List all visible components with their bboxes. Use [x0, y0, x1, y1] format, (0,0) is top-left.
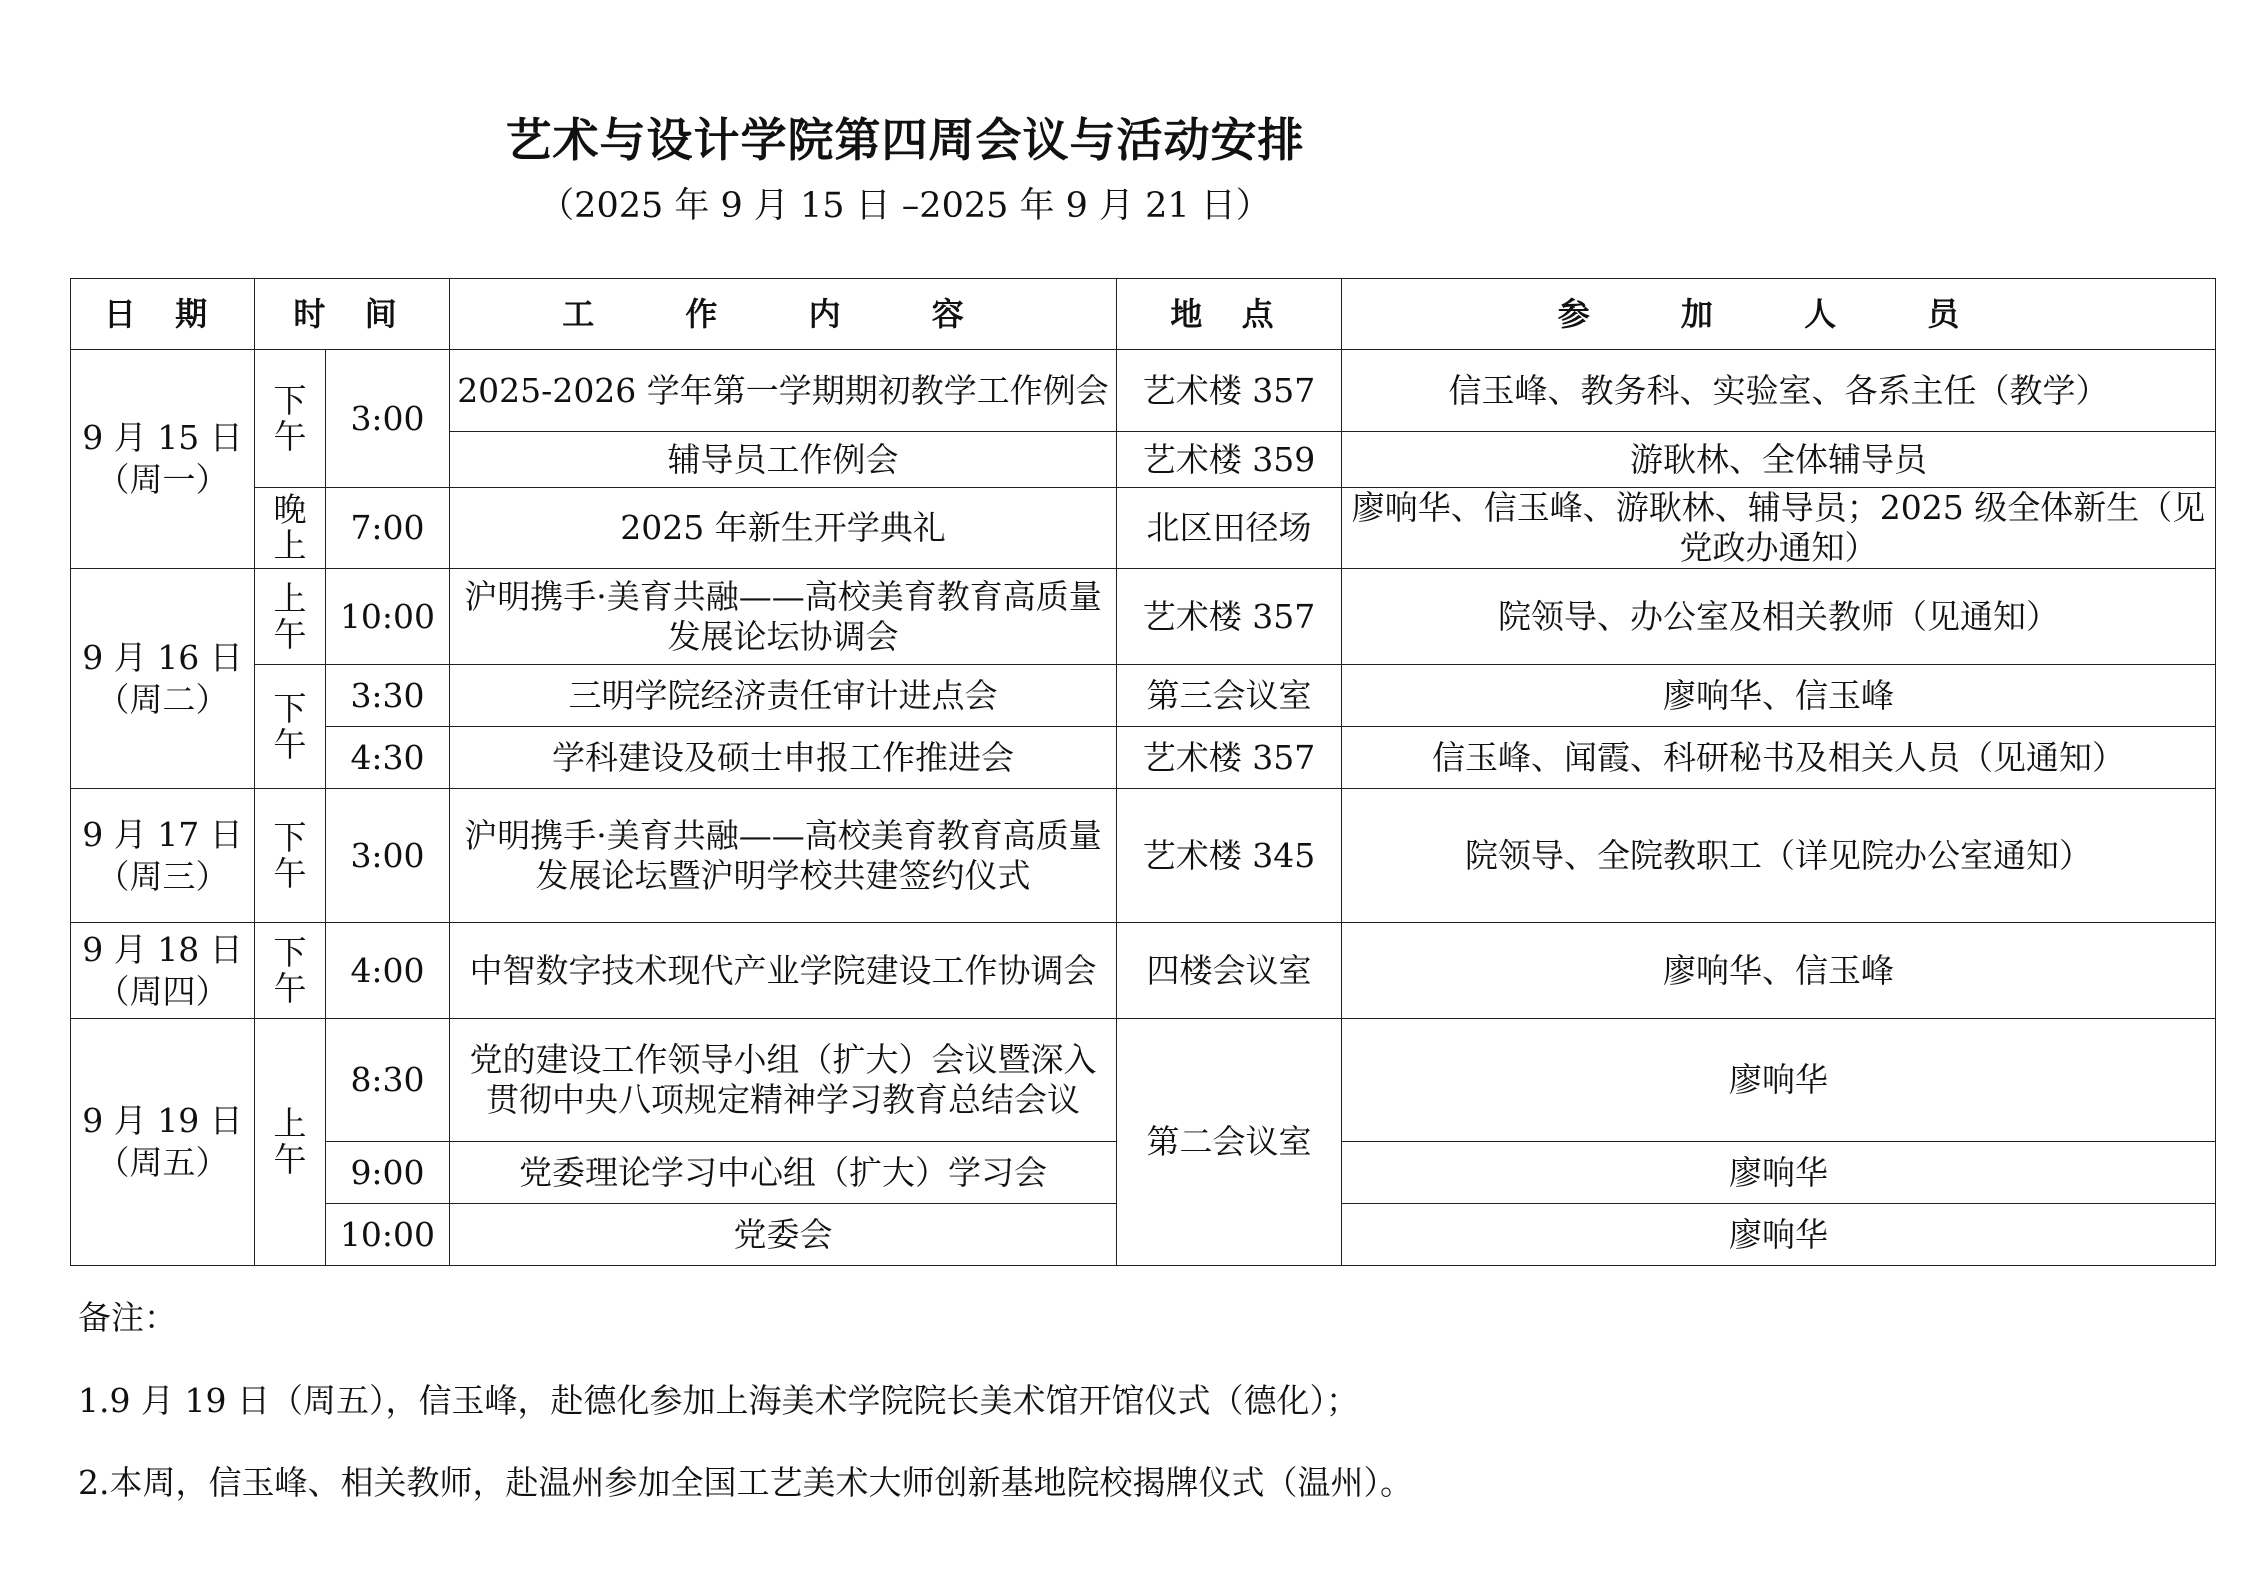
weekday-text: （周一） — [96, 460, 229, 499]
date-text: 9 月 16 日 — [82, 637, 243, 677]
content-cell: 三明学院经济责任审计进点会 — [450, 665, 1117, 727]
time-cell: 7:00 — [326, 488, 450, 569]
table-row — [71, 665, 2216, 727]
period-cell: 下午 — [255, 923, 326, 1019]
date-text: 9 月 18 日 — [82, 929, 243, 969]
note-item: 2.本周，信玉峰、相关教师，赴温州参加全国工艺美术大师创新基地院校揭牌仪式（温州）。 — [78, 1463, 1413, 1502]
content-cell: 中智数字技术现代产业学院建设工作协调会 — [450, 923, 1117, 1019]
table-row — [71, 1019, 2216, 1142]
weekday-text: （周二） — [96, 679, 229, 719]
participants-cell: 廖响华 — [1342, 1019, 2216, 1142]
time-cell: 3:00 — [326, 350, 450, 488]
table-row — [71, 488, 2216, 569]
header-location: 地 点 — [1117, 279, 1342, 350]
date-cell — [71, 350, 255, 569]
time-cell: 9:00 — [326, 1142, 450, 1204]
participants-cell: 廖响华、信玉峰、游耿林、辅导员；2025 级全体新生（见党政办通知） — [1342, 488, 2216, 569]
participants-cell: 廖响华 — [1342, 1142, 2216, 1204]
participants-cell: 院领导、全院教职工（详见院办公室通知） — [1342, 789, 2216, 923]
location-cell: 第三会议室 — [1117, 665, 1342, 727]
period-cell: 晚上 — [255, 488, 326, 569]
content-cell: 党委会 — [450, 1204, 1117, 1266]
time-cell: 10:00 — [326, 569, 450, 665]
document-title: 艺术与设计学院第四周会议与活动安排 — [505, 113, 1305, 167]
date-cell — [71, 1019, 255, 1266]
table-header-row — [71, 279, 2216, 350]
time-cell: 3:30 — [326, 665, 450, 727]
content-cell: 党的建设工作领导小组（扩大）会议暨深入贯彻中央八项规定精神学习教育总结会议 — [450, 1019, 1117, 1142]
weekday-text: （周五） — [96, 1143, 229, 1182]
location-cell: 艺术楼 357 — [1117, 727, 1342, 789]
header-date: 日 期 — [71, 279, 255, 350]
content-cell: 沪明携手·美育共融——高校美育教育高质量发展论坛暨沪明学校共建签约仪式 — [450, 789, 1117, 923]
time-cell: 10:00 — [326, 1204, 450, 1266]
period-cell: 下午 — [255, 665, 326, 789]
location-cell: 艺术楼 357 — [1117, 569, 1342, 665]
note-item: 1.9 月 19 日（周五），信玉峰，赴德化参加上海美术学院院长美术馆开馆仪式（德化）； — [78, 1381, 1359, 1420]
location-cell: 北区田径场 — [1117, 488, 1342, 569]
location-cell: 艺术楼 345 — [1117, 789, 1342, 923]
participants-cell: 廖响华、信玉峰 — [1342, 923, 2216, 1019]
participants-cell: 信玉峰、闻霞、科研秘书及相关人员（见通知） — [1342, 727, 2216, 789]
table-row — [71, 350, 2216, 432]
participants-cell: 院领导、办公室及相关教师（见通知） — [1342, 569, 2216, 665]
table-row — [71, 727, 2216, 789]
notes-label: 备注： — [78, 1298, 177, 1337]
table-row — [71, 923, 2216, 1019]
participants-cell: 廖响华 — [1342, 1204, 2216, 1266]
weekday-text: （周三） — [96, 856, 229, 896]
content-cell: 辅导员工作例会 — [450, 432, 1117, 488]
date-cell — [71, 789, 255, 923]
header-content: 工 作 内 容 — [450, 279, 1117, 350]
participants-cell: 廖响华、信玉峰 — [1342, 665, 2216, 727]
date-text: 9 月 17 日 — [82, 814, 243, 854]
location-cell: 四楼会议室 — [1117, 923, 1342, 1019]
content-cell: 2025 年新生开学典礼 — [450, 488, 1117, 569]
time-cell: 4:30 — [326, 727, 450, 789]
time-cell: 4:00 — [326, 923, 450, 1019]
table-row — [71, 789, 2216, 923]
date-text: 9 月 15 日 — [82, 418, 243, 457]
date-text: 9 月 19 日 — [82, 1101, 243, 1140]
content-cell: 党委理论学习中心组（扩大）学习会 — [450, 1142, 1117, 1204]
schedule-table — [70, 278, 2216, 1266]
location-cell: 第二会议室 — [1117, 1019, 1342, 1266]
weekday-text: （周四） — [96, 971, 229, 1011]
location-cell: 艺术楼 359 — [1117, 432, 1342, 488]
period-cell: 上午 — [255, 569, 326, 665]
header-time: 时 间 — [255, 279, 450, 350]
period-cell: 上午 — [255, 1019, 326, 1266]
date-cell — [71, 569, 255, 789]
participants-cell: 游耿林、全体辅导员 — [1342, 432, 2216, 488]
table-row — [71, 569, 2216, 665]
location-cell: 艺术楼 357 — [1117, 350, 1342, 432]
period-cell: 下午 — [255, 789, 326, 923]
document-subtitle: （2025 年 9 月 15 日 –2025 年 9 月 21 日） — [539, 186, 1271, 226]
content-cell: 2025-2026 学年第一学期期初教学工作例会 — [450, 350, 1117, 432]
participants-cell: 信玉峰、教务科、实验室、各系主任（教学） — [1342, 350, 2216, 432]
content-cell: 学科建设及硕士申报工作推进会 — [450, 727, 1117, 789]
date-cell — [71, 923, 255, 1019]
content-cell: 沪明携手·美育共融——高校美育教育高质量发展论坛协调会 — [450, 569, 1117, 665]
header-participants: 参 加 人 员 — [1342, 279, 2216, 350]
time-cell: 8:30 — [326, 1019, 450, 1142]
time-cell: 3:00 — [326, 789, 450, 923]
period-cell: 下午 — [255, 350, 326, 488]
